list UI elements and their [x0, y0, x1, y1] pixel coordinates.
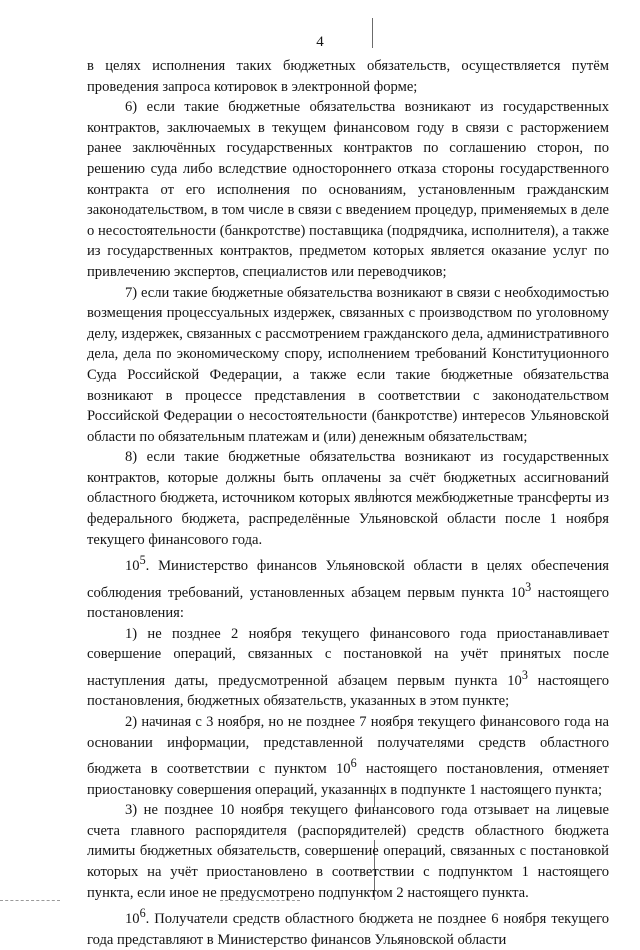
page-number: 4 [316, 34, 324, 50]
paragraph-10-5: $10^5$. Министерство финансов Ульяновской области в целях обеспечения соблюдения требований, установленных абзацем первым пункта $10^3$ настоящего постановления: [87, 553, 610, 622]
subparagraph-2: 2) начиная с 3 ноября, но не позднее 7 ноября текущего финансового года на основании информации, представленной получателями средств областного бюджета в соответствии с пунктом $10^6$ настоящего постановления, отменяет приостановку совершения операций, указанных в подпункте 1 настоящего пункта; [87, 713, 609, 798]
paragraph-10-6: $10^6$. Получатели средств областного бюджета не позднее 6 ноября текущего года представляют в Министерство финансов Ульяновской области [87, 906, 609, 948]
paragraph-item-7: 7) если такие бюджетные обязательства возникают в связи с необходимостью возмещения процессуальных издержек, связанных с производством по уголовному делу, издержек, связанных с рассмотрением гражданского дела, административного дела, дела по экономическому спору, исполнением требований Конституционного Суда Российской Федерации, а также если такие бюджетные обязательства возникают в процессе представления в соответствии с законодательством Российской Федерации о несостоятельности (банкротстве) интересов Ульяновской области по обязательным платежам и (или) денежным обязательствам; [87, 284, 609, 445]
paragraph-item-8: 8) если такие бюджетные обязательства возникают из государственных контрактов, которые должны быть оплачены за счёт бюджетных ассигнований областного бюджета, источником которых являются межбюджетные трансферты из федерального бюджета, распределённые Ульяновской области после 1 ноября текущего финансового года. [87, 449, 609, 548]
subparagraph-3: 3) не позднее 10 ноября текущего финансового года отзывает на лицевые счета главного распорядителя (распорядителей) средств областного бюджета лимиты бюджетных обязательств, совершение операций, связанных с постановкой которых на учёт приостановлено в соответствии с подпунктом 1 настоящего пункта, если иное не предусмотрено подпунктом 2 настоящего пункта. [87, 802, 609, 901]
scan-edge-mark [220, 900, 300, 902]
paragraph-item-6: 6) если такие бюджетные обязательства возникают из государственных контрактов, заключаемых в текущем финансовом году в связи с расторжением ранее заключённых государственных контрактов по соглашению сторон, по решению суда либо вследствие одностороннего отказа стороны государственного контракта от его исполнения по основаниям, установленным гражданским законодательством, в том числе в связи с введением процедур, применяемых в деле о несостоятельности (банкротстве) поставщика (подрядчика, исполнителя), а также из государственных контрактов, предметом которых является оказание услуг по привлечению экспертов, специалистов или переводчиков; [87, 99, 609, 280]
paragraph-continuation: в целях исполнения таких бюджетных обязательств, осуществляется путём проведения запроса котировок в электронной форме; [87, 58, 609, 95]
subparagraph-1: 1) не позднее 2 ноября текущего финансового года приостанавливает совершение операций, связанных с постановкой на учёт принятых после наступления даты, предусмотренной абзацем первым пункта $10^3$ настоящего постановления, бюджетных обязательств, указанных в этом пункте; [87, 625, 609, 710]
scan-edge-mark [0, 900, 60, 902]
margin-mark [372, 18, 373, 48]
document-body [87, 56, 609, 950]
